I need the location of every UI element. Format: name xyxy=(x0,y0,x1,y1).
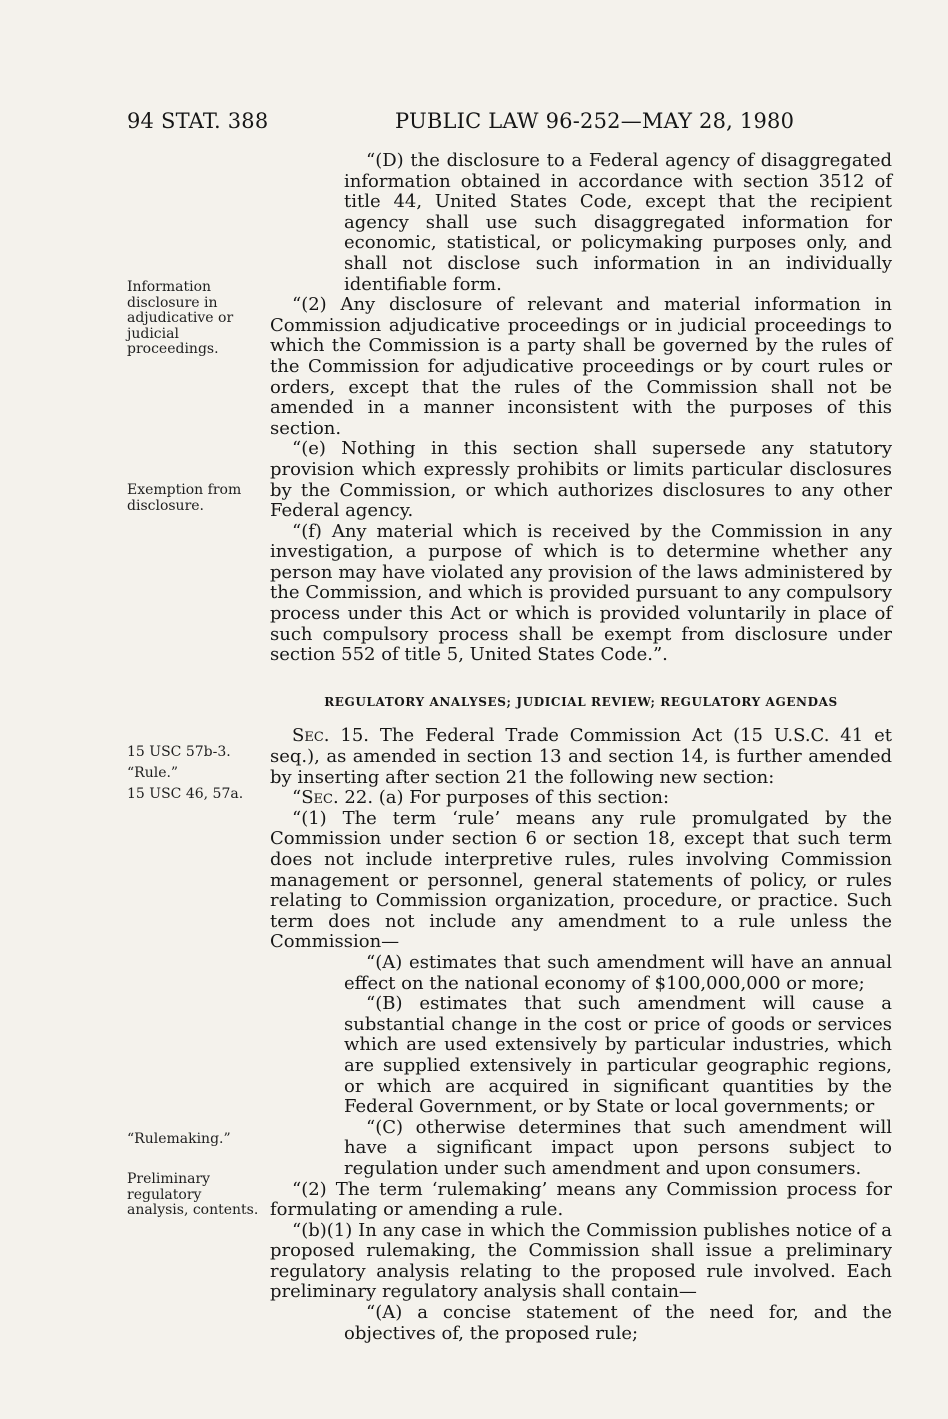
paragraph-A: “(A) estimates that such amendment will have an annual effect on the national economy of $100,000,000 or more; xyxy=(344,951,892,994)
paragraph-B: “(B) estimates that such amendment will cause a substantial change in the cost or price of goods or services which are used extensively by particular industries, which are supplied extensively in particular geographic regions, or which are acquired in significant quantities by the Federal Government, or by State or local governments; or xyxy=(344,993,892,1118)
margin-note-rulemaking: “Rulemaking.” xyxy=(127,1131,231,1147)
paragraph-bA: “(A) a concise statement of the need for, and the objectives of, the proposed rule; xyxy=(344,1302,892,1344)
margin-note-rule: “Rule.” xyxy=(127,765,179,781)
section-15 xyxy=(270,726,892,788)
paragraph-e: “(e) Nothing in this section shall supersede any statutory provision which expressly prohibits or limits particular disclosures by the Commission, or which authorizes disclosures to any other Federal agency. xyxy=(270,438,892,522)
paragraph-b1: “(b)(1) In any case in which the Commission publishes notice of a proposed rulemaking, the Commission shall issue a preliminary regulatory analysis relating to the proposed rule involved. Each preliminary regulatory analysis shall contain— xyxy=(270,1219,892,1303)
paragraph-2: “(2) Any disclosure of relevant and material information in Commission adjudicative proceedings or in judicial proceedings to which the Commission is a party shall be governed by the rules of the Commission for adjudicative proceedings or by court rules or orders, except that the rules of the Commission shall not be amended in a manner inconsistent with the purposes of this section. xyxy=(270,294,892,439)
margin-note-info-disclosure: Information disclosure in adjudicative or judicial proceedings. xyxy=(127,279,234,357)
margin-note-exemption: Exemption from disclosure. xyxy=(127,482,242,514)
section-22-a xyxy=(270,788,892,809)
margin-note-usc-46: 15 USC 46, 57a. xyxy=(127,786,244,802)
open-quote: “ xyxy=(292,787,302,809)
paragraph-1-rule: “(1) The term ‘rule’ means any rule promulgated by the Commission under section 6 or section 18, except that such term does not include interpretive rules, rules involving Commission management or personnel, general statements of policy, or rules relating to Commission organization, procedure, or practice. Such term does not include any amendment to a rule unless the Commission— xyxy=(270,807,892,953)
section-15-text: 15. The Federal Trade Commission Act (15 U.S.C. 41 et seq.), as amended in section 13 and section 14, is further amended by inserting after section 21 the following new section: xyxy=(270,725,892,788)
sec-label: Sec. xyxy=(292,725,330,747)
paragraph-f: “(f) Any material which is received by the Commission in any investigation, a purpose of which is to determine whether any person may have violated any provision of the laws administered by the Commission, and which is provided pursuant to any compulsory process under this Act or which is provided voluntarily in place of such compulsory process shall be exempt from disclosure under section 552 of title 5, United States Code.”. xyxy=(270,520,892,666)
paragraph-C: “(C) otherwise determines that such amendment will have a significant impact upon persons subject to regulation under such amendment and upon consumers. xyxy=(344,1116,892,1179)
margin-note-preliminary: Preliminary regulatory analysis, contents. xyxy=(127,1171,259,1218)
section-22-text: 22. (a) For purposes of this section: xyxy=(338,787,670,809)
statute-body xyxy=(270,151,892,1344)
statute-page-number: 94 STAT. 388 xyxy=(127,109,269,133)
sec-label: Sec. xyxy=(301,787,339,809)
public-law-title: PUBLIC LAW 96-252—MAY 28, 1980 xyxy=(395,109,795,133)
paragraph-d: “(D) the disclosure to a Federal agency of disaggregated information obtained in accordance with section 3512 of title 44, United States Code, except that the recipient agency shall use such disaggregated information for economic, statistical, or policymaking purposes only, and shall not disclose such information in an individually identifiable form. xyxy=(344,150,892,295)
section-heading: REGULATORY ANALYSES; JUDICIAL REVIEW; REGULATORY AGENDAS xyxy=(324,694,838,709)
paragraph-2-rulemaking: “(2) The term ‘rulemaking’ means any Commission process for formulating or amending a rule. xyxy=(270,1178,892,1221)
margin-note-usc-57b3: 15 USC 57b-3. xyxy=(127,744,231,760)
